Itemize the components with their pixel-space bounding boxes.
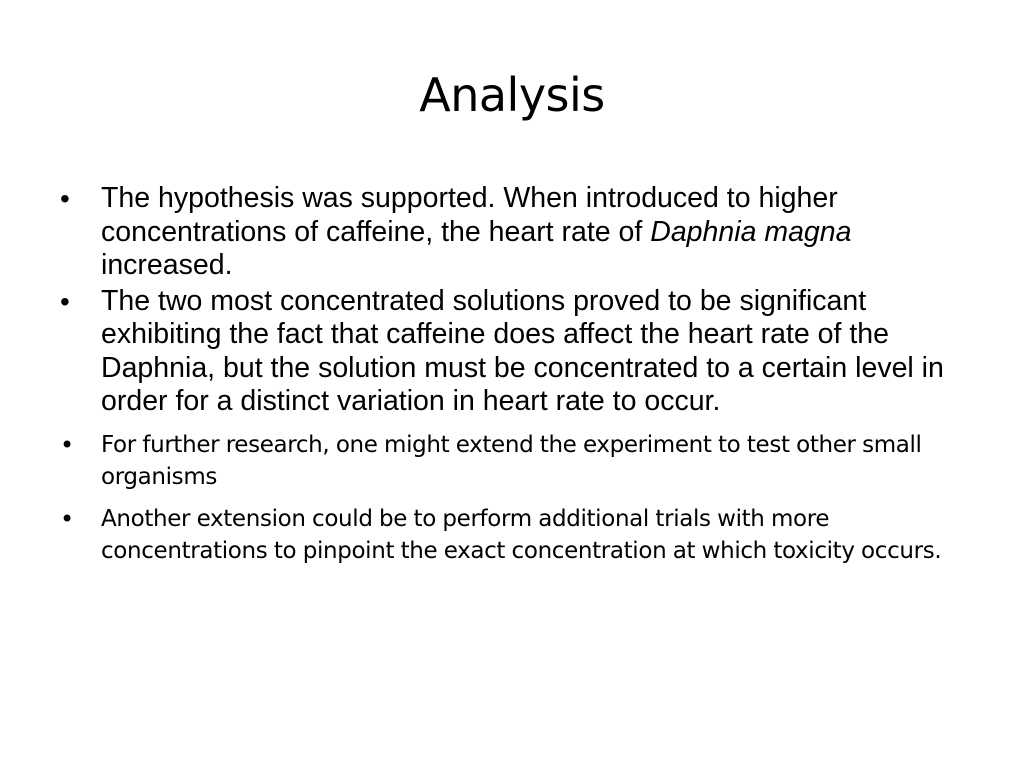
bullet-dot-icon: • [60, 430, 74, 459]
bullet-item-significance [58, 285, 978, 419]
bullet-text: Another extension could be to perform additional trials with more concentrations to pinpoint the exact concentration at which toxicity occurs. [101, 505, 942, 564]
species-name: Daphnia magna [650, 215, 852, 248]
bullet-dot-icon: • [60, 183, 70, 214]
bullet-text: The two most concentrated solutions proved to be significant exhibiting the fact that caffeine does affect the heart rate of the Daphnia, but the solution must be concentrated to a certain level in order for a distinct variation in heart rate to occur. [101, 284, 944, 417]
bullet-item-further-research [58, 429, 978, 493]
bullet-dot-icon: • [60, 285, 70, 317]
bullet-item-hypothesis [58, 182, 978, 283]
slide-title: Analysis [419, 68, 605, 122]
bullet-item-extension [58, 503, 978, 567]
bullet-text-end: increased. [101, 249, 233, 281]
bullet-text: For further research, one might extend the experiment to test other small organisms [101, 431, 922, 490]
bullet-dot-icon: • [60, 504, 74, 533]
bullet-list [58, 182, 978, 567]
bullet-text: The hypothesis was supported. When introduced to higher concentrations of caffeine, the heart rate of [101, 182, 838, 248]
